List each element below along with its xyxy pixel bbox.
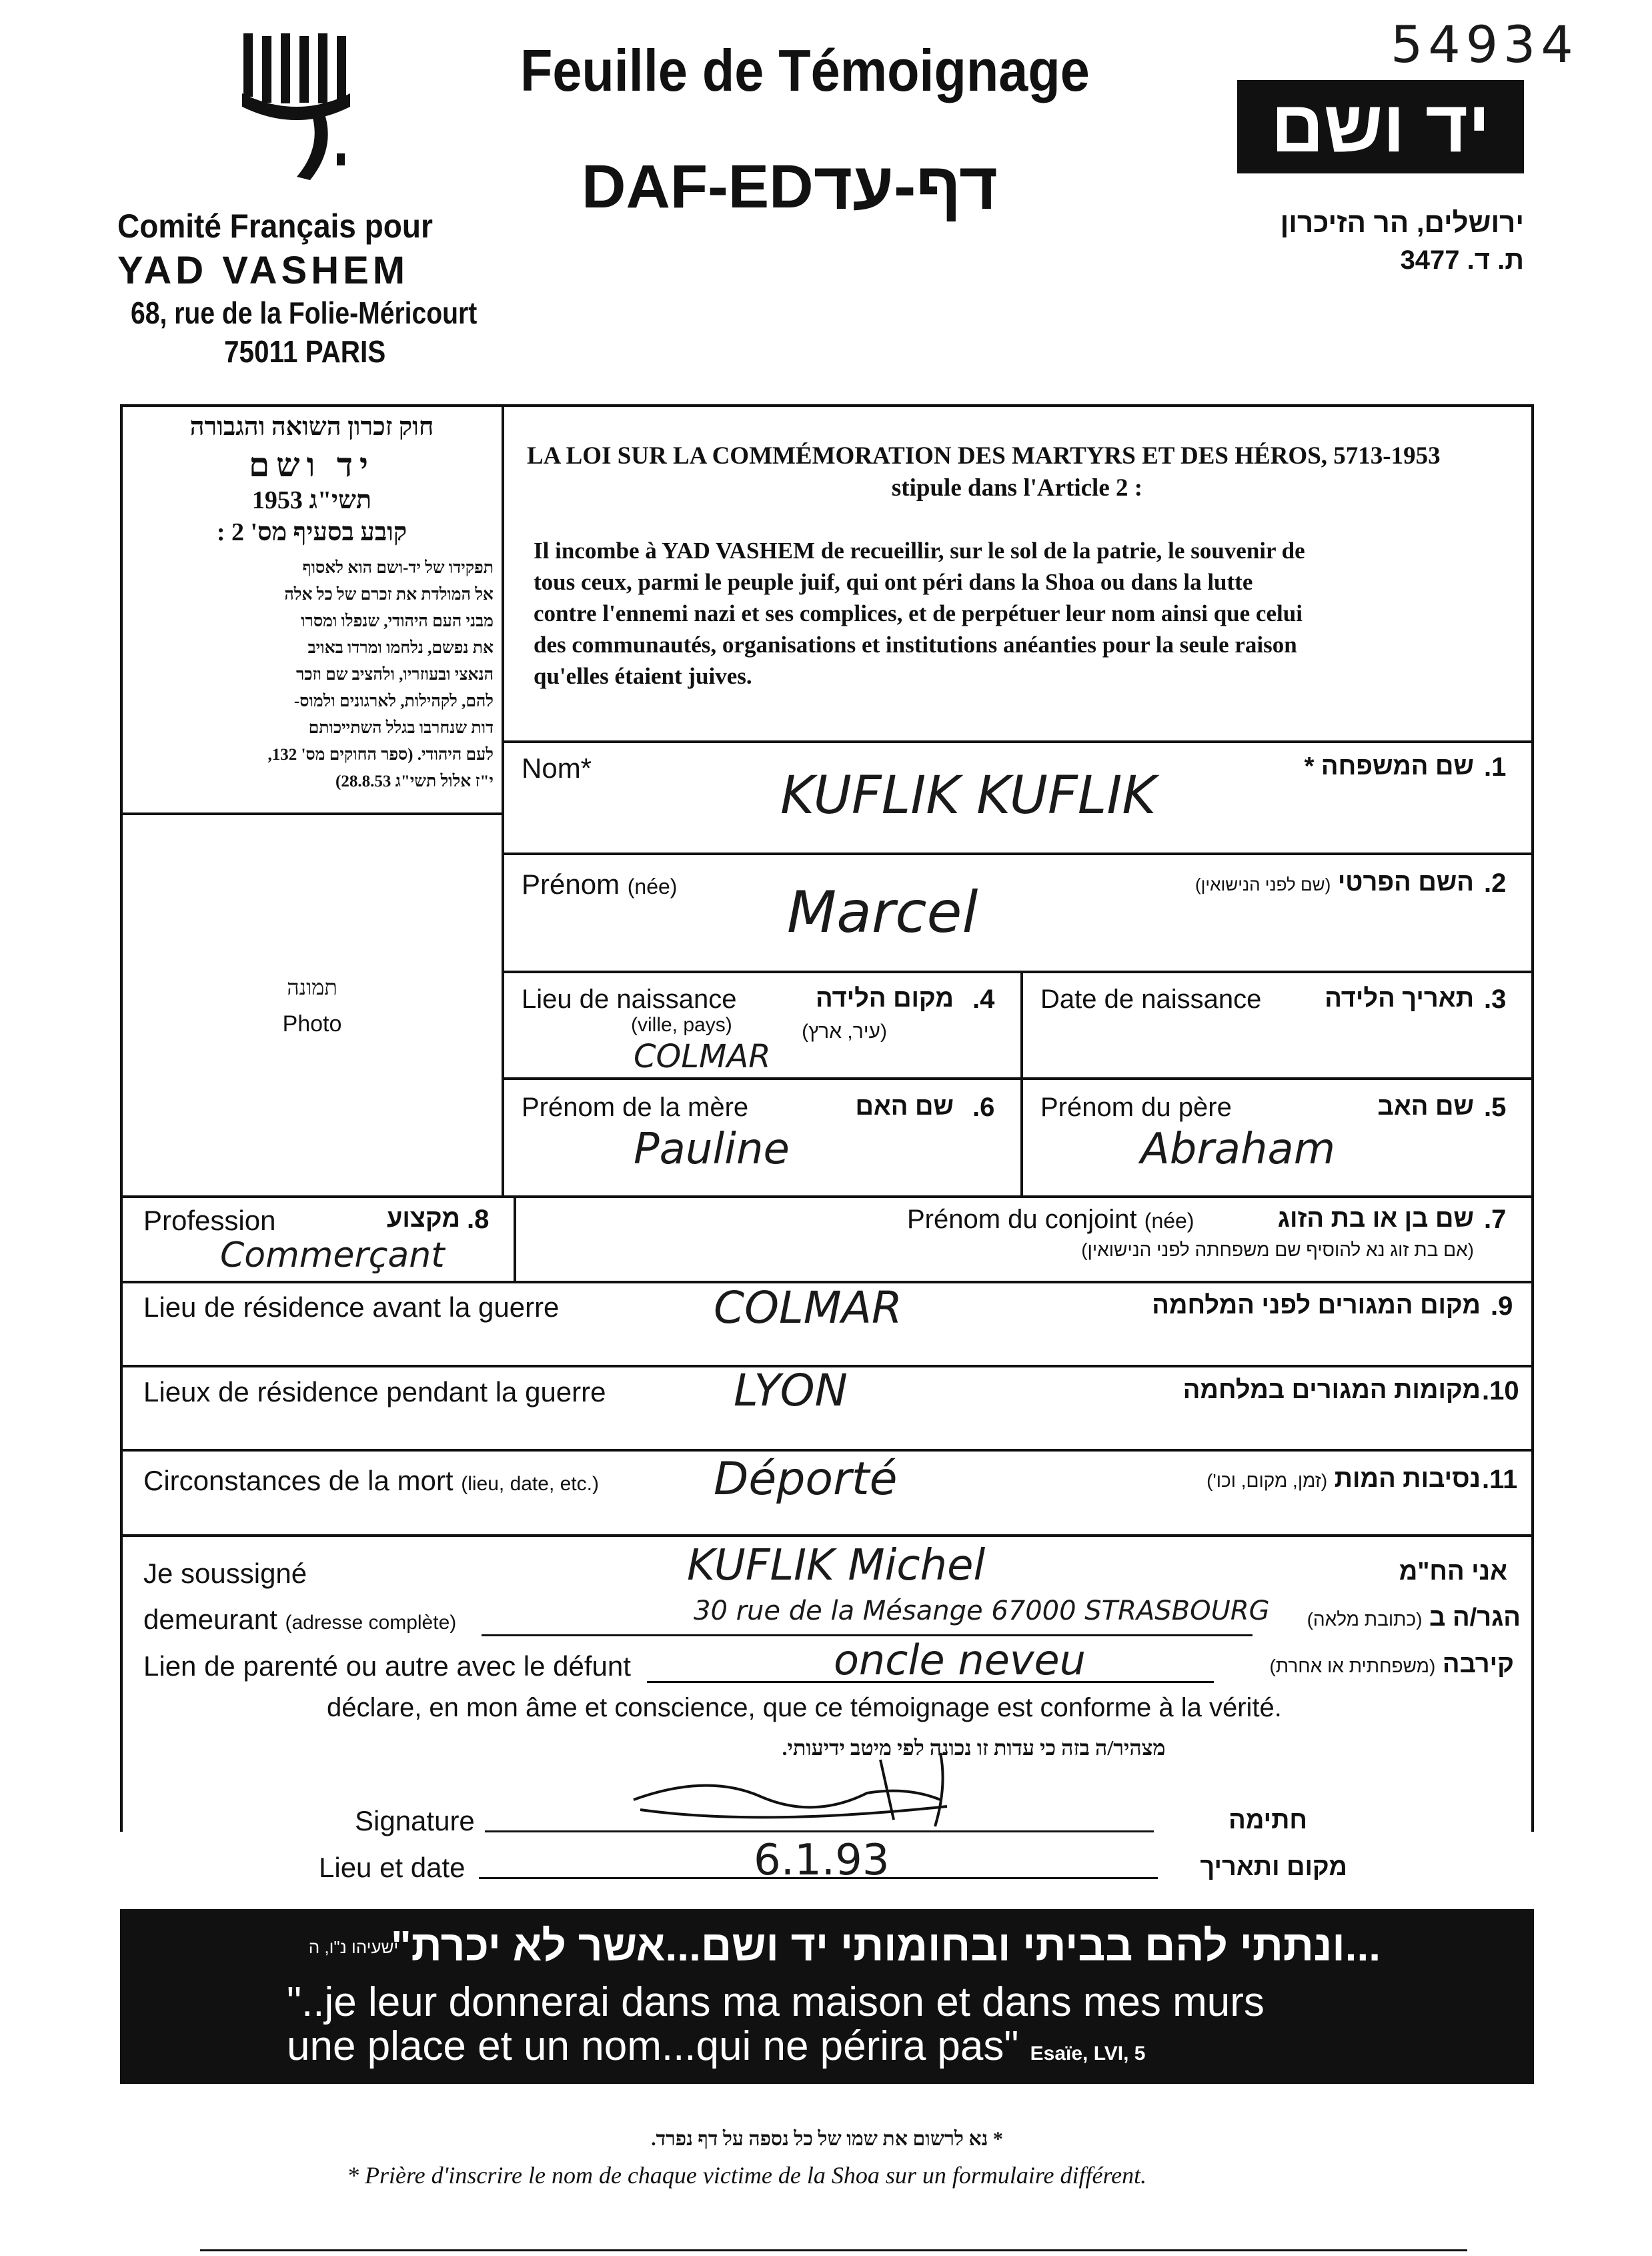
row-line-birth-end bbox=[502, 1077, 1533, 1080]
field-nom-label: Nom* bbox=[522, 752, 592, 784]
row-line-law-end bbox=[502, 740, 1533, 743]
field-circonstances-label-he bbox=[1094, 1465, 1481, 1494]
parente-label-he bbox=[1220, 1650, 1514, 1679]
footer-bottom-rule bbox=[200, 2249, 1467, 2251]
banner-french-ref: Esaïe, LVI, 5 bbox=[1030, 2043, 1146, 2065]
form-border-top bbox=[120, 404, 1534, 407]
lieu-date-label-he: מקום ותאריך bbox=[1200, 1853, 1347, 1881]
law-hebrew-line: להם, לקהילות, לארגונים ולמוס- bbox=[293, 692, 494, 710]
law-hebrew-line: את נפשם, נלחמו ומרדו באויב bbox=[307, 639, 494, 657]
yad-vashem-logo bbox=[1237, 80, 1524, 173]
banner-hebrew-quote: ...ונתתי להם בביתי ובחומותי יד ושם...אשר לא יכרת" bbox=[391, 1922, 1381, 1970]
field-prenom-mere-num: .6 bbox=[972, 1093, 995, 1122]
field-prenom-pere-label: Prénom du père bbox=[1040, 1093, 1232, 1122]
parente-label-he-text: קירבה bbox=[1442, 1650, 1514, 1678]
lieu-date-label: Lieu et date bbox=[319, 1852, 466, 1883]
field-prenom-mere-label-he: שם האם bbox=[855, 1093, 954, 1121]
field-date-naissance-num: .3 bbox=[1484, 985, 1507, 1014]
footer-hebrew-note: * נא לרשום את שמו של כל נספה על דף נפרד. bbox=[651, 2128, 1003, 2150]
banner-french-line2 bbox=[287, 2023, 1146, 2070]
law-hebrew-line: דות שנחרבו בגלל השתייכותם bbox=[308, 719, 494, 737]
field-circonstances-value[interactable]: Déporté bbox=[714, 1453, 898, 1506]
field-conjoint-label bbox=[907, 1205, 1194, 1235]
field-prenom-num: .2 bbox=[1484, 869, 1507, 898]
photo-label-french: Photo bbox=[282, 1011, 342, 1037]
field-conjoint-sub-he: (אם בת זוג נא להוסיף שם משפחתה לפני הנישואין) bbox=[1081, 1239, 1474, 1260]
declaration-statement: déclare, en mon âme et conscience, que ce témoignage est conforme à la vérité. bbox=[327, 1693, 1282, 1722]
field-circonstances-num: .11 bbox=[1482, 1465, 1518, 1494]
field-prenom-mere-value[interactable]: Pauline bbox=[634, 1125, 790, 1174]
subtitle-latin: DAF-ED bbox=[582, 153, 814, 221]
law-hebrew-year: תשי"ג 1953 bbox=[251, 486, 372, 514]
signature-scribble-icon bbox=[627, 1746, 1000, 1833]
banner-french-line1: "..je leur donnerai dans ma maison et dans mes murs bbox=[287, 1979, 1265, 2025]
field-residence-pendant-label-he: מקומות המגורים במלחמה bbox=[1182, 1376, 1481, 1404]
field-circonstances-label bbox=[143, 1465, 599, 1497]
row-line-circ-end bbox=[120, 1534, 1534, 1537]
declaration-statement-he: מצהיר/ה בזה כי עדות זו נכונה לפי מיטב ידיעותי. bbox=[782, 1736, 1166, 1760]
field-circonstances-label-note: (lieu, date, etc.) bbox=[461, 1473, 599, 1495]
parente-value[interactable]: oncle neveu bbox=[834, 1636, 1086, 1684]
signature-label-he: חתימה bbox=[1228, 1806, 1307, 1834]
demeurant-value[interactable]: 30 rue de la Mésange 67000 STRASBOURG bbox=[694, 1596, 1270, 1626]
soussigne-label-he: אני הח"מ bbox=[1399, 1558, 1507, 1586]
field-prenom-label-he-text: השם הפרטי bbox=[1337, 869, 1474, 897]
field-date-naissance-label-he: תאריך הלידה bbox=[1325, 985, 1474, 1013]
field-conjoint-num: .7 bbox=[1484, 1205, 1507, 1234]
field-conjoint-label-note: (née) bbox=[1144, 1209, 1194, 1233]
law-hebrew-line: תפקידו של יד-ושם הוא לאסוף bbox=[302, 559, 494, 577]
demeurant-label bbox=[143, 1604, 456, 1636]
field-prenom-label-he bbox=[1080, 869, 1474, 897]
law-french-line: contre l'ennemi nazi et ses complices, et de perpétuer leur nom ainsi que celui bbox=[534, 600, 1303, 626]
field-residence-avant-value[interactable]: COLMAR bbox=[714, 1282, 902, 1333]
parente-note-he: (משפחתית או אחרת) bbox=[1269, 1656, 1436, 1676]
page-title: Feuille de Témoignage bbox=[520, 37, 1090, 103]
address-hebrew-1: ירושלים, הר הזיכרון bbox=[1280, 207, 1524, 238]
field-prenom-label-note: (née) bbox=[627, 875, 678, 899]
soussigne-value[interactable]: KUFLIK Michel bbox=[687, 1541, 986, 1590]
law-french-line: des communautés, organisations et institutions anéanties pour la seule raison bbox=[534, 632, 1297, 658]
menorah-logo-icon bbox=[237, 27, 360, 193]
field-lieu-naissance-label-he: מקום הלידה bbox=[816, 985, 954, 1013]
law-french-line: qu'elles étaient juives. bbox=[534, 663, 752, 689]
field-prenom-mere-label: Prénom de la mère bbox=[522, 1093, 749, 1122]
field-prenom-pere-label-he: שם האב bbox=[1377, 1093, 1474, 1121]
demeurant-label-text: demeurant bbox=[143, 1604, 277, 1635]
demeurant-label-he-text: הגר/ה ב bbox=[1429, 1604, 1521, 1632]
law-french-subtitle: stipule dans l'Article 2 : bbox=[891, 474, 1143, 502]
field-profession-label-he: מקצוע bbox=[386, 1205, 460, 1233]
profession-divider bbox=[514, 1195, 516, 1282]
yad-vashem-logo-text: יד ושם bbox=[1271, 85, 1491, 167]
field-profession-num: .8 bbox=[467, 1205, 490, 1234]
field-lieu-naissance-sub: (ville, pays) bbox=[631, 1014, 732, 1036]
subtitle-hebrew: דף-עד bbox=[814, 149, 998, 223]
form-border-left bbox=[120, 404, 123, 1832]
field-residence-avant-label-he: מקום המגורים לפני המלחמה bbox=[1152, 1291, 1481, 1319]
banner-french-line2-text: une place et un nom...qui ne périra pas" bbox=[287, 2023, 1019, 2069]
demeurant-label-note: (adresse complète) bbox=[285, 1612, 457, 1634]
banner-hebrew-ref: ישעיהו נ"ו, ה bbox=[308, 1937, 399, 1957]
law-photo-divider bbox=[120, 812, 503, 815]
address-hebrew-2: ת. ד. 3477 bbox=[1400, 245, 1524, 275]
law-hebrew-line: לעם היהודי. (ספר החוקים מס' 132, bbox=[267, 746, 494, 764]
law-french-title: LA LOI SUR LA COMMÉMORATION DES MARTYRS ET DES HÉROS, 5713-1953 bbox=[527, 442, 1441, 470]
row-line-prenom-end bbox=[502, 971, 1533, 973]
demeurant-note-he: (כתובת מלאה) bbox=[1307, 1609, 1423, 1630]
birth-col-divider bbox=[1020, 971, 1023, 1197]
field-circonstances-note-he: (זמן, מקום, וכו') bbox=[1206, 1470, 1328, 1491]
field-residence-avant-label: Lieu de résidence avant la guerre bbox=[143, 1291, 560, 1323]
law-french-body bbox=[534, 535, 1514, 692]
photo-label-hebrew: תמונה bbox=[287, 975, 337, 999]
footer-french-note: * Prière d'inscrire le nom de chaque victime de la Shoa sur un formulaire différent. bbox=[347, 2162, 1147, 2189]
field-profession-label: Profession bbox=[143, 1205, 276, 1236]
soussigne-label: Je soussigné bbox=[143, 1558, 307, 1589]
signature-label: Signature bbox=[355, 1805, 475, 1836]
field-lieu-naissance-label: Lieu de naissance bbox=[522, 985, 737, 1014]
committee-line4: 75011 PARIS bbox=[224, 334, 386, 369]
field-circonstances-label-text: Circonstances de la mort bbox=[143, 1465, 454, 1496]
field-nom-value[interactable]: KUFLIK KUFLIK bbox=[780, 766, 1156, 826]
lieu-date-value[interactable]: 6.1.93 bbox=[754, 1836, 890, 1885]
law-hebrew-line: הנאצי ובעוזריו, ולהציב שם וזכר bbox=[296, 666, 494, 684]
field-prenom-pere-value[interactable]: Abraham bbox=[1140, 1125, 1336, 1174]
field-residence-pendant-num: .10 bbox=[1482, 1376, 1519, 1405]
field-lieu-naissance-sub-he: (עיר, ארץ) bbox=[802, 1021, 887, 1043]
form-border-right bbox=[1531, 404, 1534, 1832]
committee-line3: 68, rue de la Folie-Méricourt bbox=[131, 296, 478, 330]
field-profession-value[interactable]: Commerçant bbox=[220, 1235, 445, 1275]
field-nom-num: .1 bbox=[1484, 752, 1507, 782]
field-prenom-note-he: (שם לפני הנישואין) bbox=[1194, 875, 1331, 895]
field-prenom-pere-num: .5 bbox=[1484, 1093, 1507, 1122]
field-conjoint-label-he: שם בן או בת הזוג bbox=[1277, 1205, 1474, 1233]
field-date-naissance-label: Date de naissance bbox=[1040, 985, 1262, 1014]
field-prenom-label bbox=[522, 869, 677, 901]
demeurant-label-he bbox=[1254, 1604, 1521, 1632]
committee-line1: Comité Français pour bbox=[117, 207, 433, 245]
signature-underline bbox=[485, 1830, 1154, 1832]
row-line-res-pendant-end bbox=[120, 1449, 1534, 1452]
field-lieu-naissance-num: .4 bbox=[972, 985, 995, 1014]
law-hebrew-body bbox=[133, 555, 494, 795]
field-prenom-label-text: Prénom bbox=[522, 869, 620, 900]
law-hebrew-title2: יד ושם bbox=[248, 446, 375, 484]
law-hebrew-title1: חוק זכרון השואה והגבורה bbox=[189, 413, 434, 441]
field-residence-pendant-value[interactable]: LYON bbox=[734, 1365, 848, 1416]
row-line-nom-end bbox=[502, 853, 1533, 855]
field-lieu-naissance-value[interactable]: COLMAR bbox=[634, 1038, 771, 1075]
field-circonstances-label-he-text: נסיבות המות bbox=[1334, 1465, 1481, 1493]
field-prenom-value[interactable]: Marcel bbox=[787, 879, 978, 946]
committee-line2: YAD VASHEM bbox=[117, 249, 409, 292]
field-nom-label-he: שם המשפחה * bbox=[1304, 752, 1474, 780]
field-residence-pendant-label: Lieux de résidence pendant la guerre bbox=[143, 1376, 606, 1407]
field-residence-avant-num: .9 bbox=[1491, 1291, 1513, 1321]
law-french-line: Il incombe à YAD VASHEM de recueillir, sur le sol de la patrie, le souvenir de bbox=[534, 538, 1305, 564]
law-french-line: tous ceux, parmi le peuple juif, qui ont péri dans la Shoa ou dans la lutte bbox=[534, 569, 1253, 595]
parente-label: Lien de parenté ou autre avec le défunt bbox=[143, 1650, 631, 1682]
law-hebrew-line: י"ז אלול תשי"ג 28.8.53) bbox=[335, 772, 494, 790]
form-number: 54934 bbox=[1391, 15, 1579, 74]
law-hebrew-line: אל המולדת את זכרם של כל אלה bbox=[284, 586, 494, 604]
law-hebrew-line: מבני העם היהודי, שנפלו ומסרו bbox=[301, 612, 494, 630]
field-conjoint-label-text: Prénom du conjoint bbox=[907, 1205, 1137, 1234]
row-line-parents-end bbox=[120, 1195, 1534, 1198]
law-hebrew-clause: קובע בסעיף מס' 2 : bbox=[216, 518, 407, 546]
